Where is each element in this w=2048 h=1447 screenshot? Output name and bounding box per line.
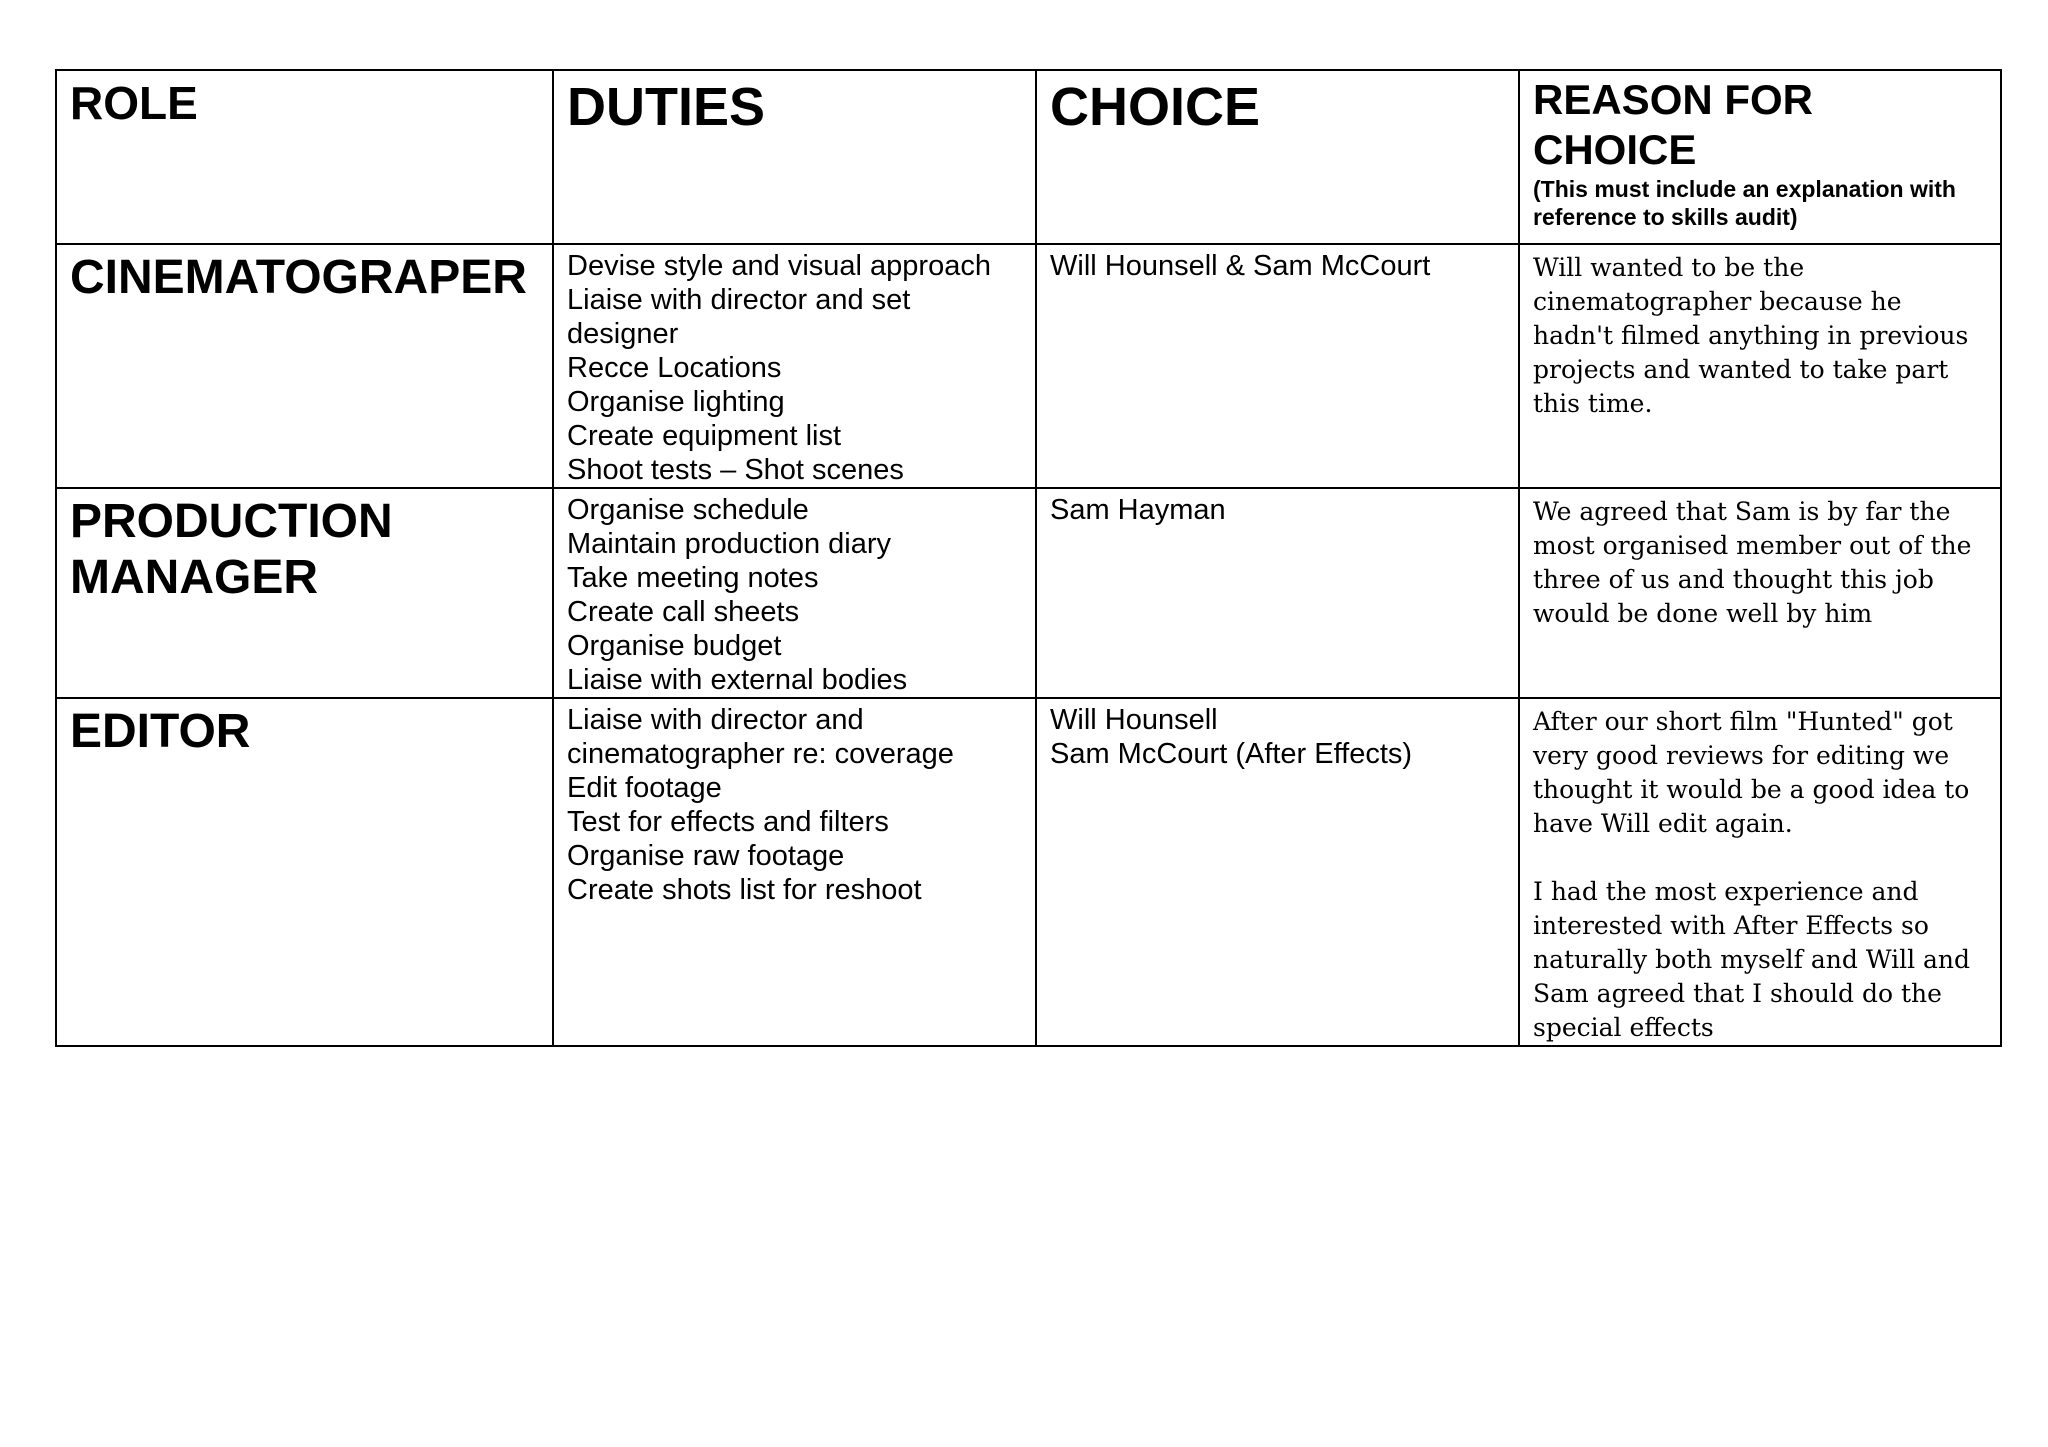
roles-table	[55, 69, 2002, 1047]
role-cell	[56, 698, 553, 1046]
choice-name: Will Hounsell	[1050, 704, 1218, 736]
header-duties-cell	[553, 70, 1036, 244]
duty-item: Take meeting notes	[567, 562, 819, 594]
header-reason-cell	[1519, 70, 2001, 244]
header-row	[56, 70, 2001, 244]
choice-cell	[1036, 244, 1519, 488]
header-reason-note: (This must include an explanation with reference to skills audit)	[1533, 176, 1956, 230]
header-choice-cell	[1036, 70, 1519, 244]
duty-item: Recce Locations	[567, 352, 782, 384]
duty-item: Liaise with director and cinematographer re: coverage	[567, 704, 954, 770]
choice-name: Sam McCourt (After Effects)	[1050, 738, 1413, 770]
choice-cell	[1036, 698, 1519, 1046]
reason-text: Will wanted to be the cinematographer because he hadn't filmed anything in previous projects and wanted to take part this time.	[1533, 253, 1969, 418]
duty-item: Create shots list for reshoot	[567, 874, 922, 906]
reason-text: I had the most experience and interested with After Effects so naturally both myself and Will and Sam agreed that I should do the special effects	[1533, 877, 1971, 1042]
reason-cell	[1519, 488, 2001, 698]
duty-item: Organise schedule	[567, 494, 809, 526]
role-name: PRODUCTION MANAGER	[70, 495, 393, 604]
role-cell	[56, 488, 553, 698]
table-row	[56, 244, 2001, 488]
duty-item: Liaise with director and set designer	[567, 284, 911, 350]
duty-item: Maintain production diary	[567, 528, 892, 560]
role-name: EDITOR	[70, 705, 251, 758]
duties-list	[567, 249, 1023, 487]
reason-text: We agreed that Sam is by far the most organised member out of the three of us and thought this job would be done well by him	[1533, 497, 1972, 628]
reason-text: After our short film "Hunted" got very good reviews for editing we thought it would be a good idea to have Will edit again.	[1533, 707, 1970, 838]
choice-name: Will Hounsell & Sam McCourt	[1050, 250, 1431, 282]
duty-item: Create call sheets	[567, 596, 800, 628]
reason-cell	[1519, 698, 2001, 1046]
role-cell	[56, 244, 553, 488]
header-role-cell	[56, 70, 553, 244]
duty-item: Organise budget	[567, 630, 782, 662]
duty-item: Organise raw footage	[567, 840, 845, 872]
header-choice: CHOICE	[1050, 77, 1261, 137]
header-duties: DUTIES	[567, 77, 766, 137]
choice-cell	[1036, 488, 1519, 698]
duty-item: Organise lighting	[567, 386, 785, 418]
duties-cell	[553, 244, 1036, 488]
duty-item: Devise style and visual approach	[567, 250, 991, 282]
role-name: CINEMATOGRAPER	[70, 251, 527, 304]
duty-item: Shoot tests – Shot scenes	[567, 454, 904, 486]
duties-list	[567, 493, 1023, 697]
header-role: ROLE	[70, 77, 198, 129]
duties-list	[567, 703, 1023, 907]
duties-cell	[553, 698, 1036, 1046]
header-reason-title: REASON FOR CHOICE	[1533, 76, 1814, 173]
duty-item: Create equipment list	[567, 420, 842, 452]
reason-cell	[1519, 244, 2001, 488]
table-row	[56, 698, 2001, 1046]
table-row	[56, 488, 2001, 698]
duty-item: Liaise with external bodies	[567, 664, 908, 696]
choice-name: Sam Hayman	[1050, 494, 1226, 526]
duty-item: Test for effects and filters	[567, 806, 889, 838]
duties-cell	[553, 488, 1036, 698]
duty-item: Edit footage	[567, 772, 722, 804]
